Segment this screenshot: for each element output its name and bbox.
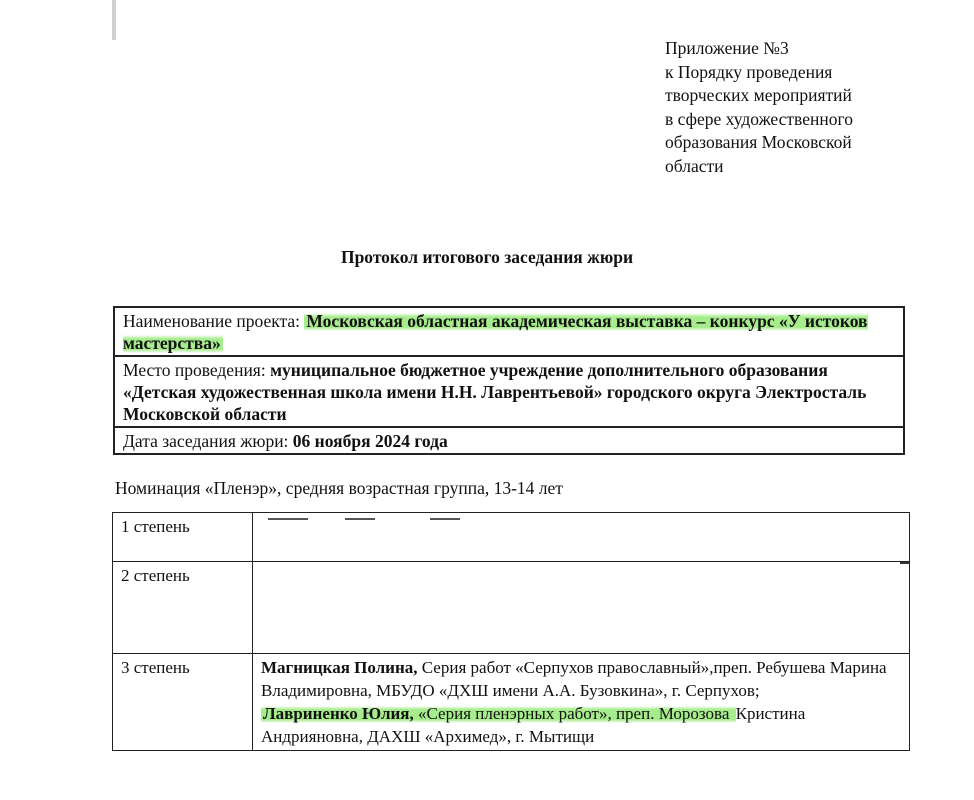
date-cell: [114, 427, 904, 454]
project-row: [114, 307, 904, 356]
appendix-line: в сфере художественного: [665, 108, 853, 129]
appendix-line: образования Московской: [665, 132, 852, 152]
award-row-2: [113, 562, 910, 654]
date-row: [114, 427, 904, 454]
winner-name: Магницкая Полина,: [261, 658, 418, 677]
appendix-line: к Порядку проведения: [665, 61, 833, 82]
appendix-note: [665, 37, 905, 178]
venue-cell: [114, 356, 904, 427]
date-value: 06 ноября 2024 года: [292, 431, 448, 451]
venue-value: муниципальное бюджетное учреждение дополнительного образования «Детская художественная школа имени Н.Н. Лаврентьевой» городского округа Электросталь Московской области: [123, 360, 867, 424]
award-row-1: [113, 513, 910, 562]
project-info-table: [113, 306, 905, 455]
date-label: Дата заседания жюри:: [123, 431, 289, 451]
appendix-line: области: [665, 155, 724, 176]
degree-cell: 2 степень: [113, 562, 253, 654]
appendix-line: творческих мероприятий: [665, 85, 852, 105]
nomination-line: Номинация «Пленэр», средняя возрастная группа, 13-14 лет: [115, 478, 563, 498]
stray-mark: [900, 562, 909, 564]
winner-details-highlight: «Серия пленэрных работ», преп. Морозова: [418, 704, 730, 723]
redaction-remnant: [268, 518, 308, 520]
winner-name: Лавриненко Юлия,: [263, 704, 414, 723]
winner-details: Кристина Андрияновна, ДАХШ «Архимед», г. Мытищи: [261, 704, 806, 746]
winners-cell: [253, 654, 910, 751]
degree-cell: 1 степень: [113, 513, 253, 562]
venue-label: Место проведения:: [123, 360, 266, 380]
redaction-remnant: [430, 518, 460, 520]
venue-row: [114, 356, 904, 427]
redaction-remnant: [345, 518, 375, 520]
appendix-line: Приложение №3: [665, 38, 789, 58]
winner-entry: [261, 656, 901, 702]
scan-edge-mark: [112, 0, 116, 40]
winner-entry: [261, 702, 901, 748]
project-cell: [114, 307, 904, 356]
award-row-3: [113, 654, 910, 751]
project-name: Московская областная академическая выставка – конкурс «У истоков мастерства»: [123, 311, 868, 353]
winner-details: Серия работ «Серпухов православный»,преп. Ребушева Марина Владимировна, МБУДО «ДХШ имени А.А. Бузовкина», г. Серпухов;: [261, 658, 887, 700]
project-label: Наименование проекта:: [123, 311, 301, 331]
redacted-cell: [253, 562, 910, 654]
document-title: Протокол итогового заседания жюри: [340, 247, 634, 267]
awards-table: [112, 512, 910, 751]
degree-cell: 3 степень: [113, 654, 253, 751]
winner-highlight: [261, 704, 736, 723]
